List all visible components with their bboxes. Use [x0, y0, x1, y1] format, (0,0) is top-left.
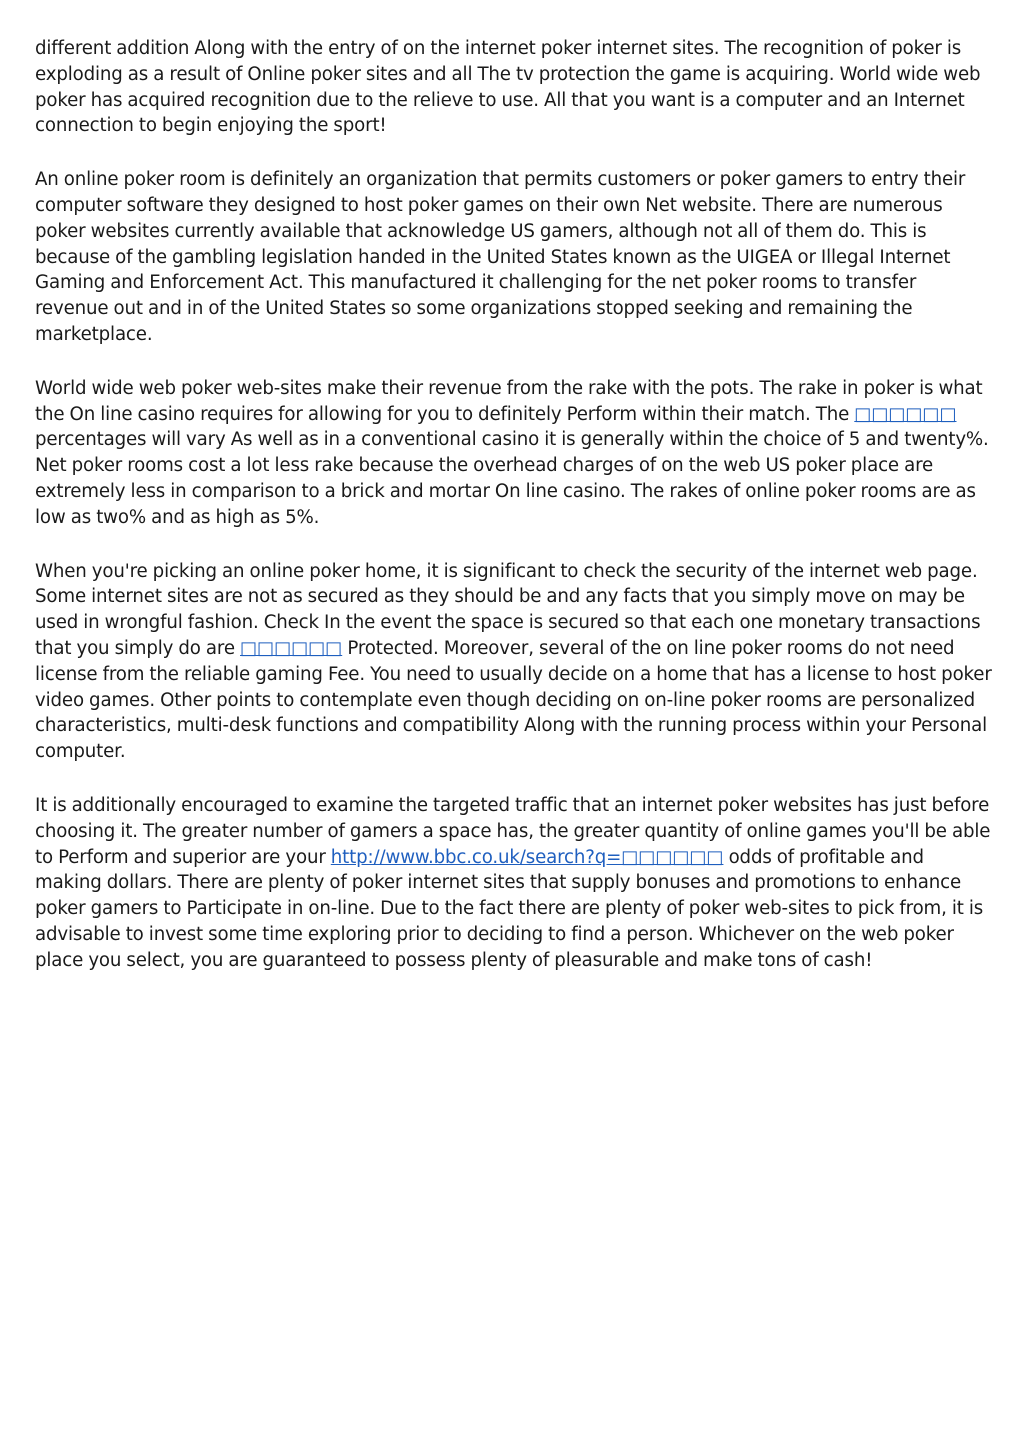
paragraph-5	[35, 793, 993, 974]
paragraph-3	[35, 376, 993, 531]
paragraph-4-text-after: Protected. Moreover, several of the on line poker rooms do not need license from the reliable gaming Fee. You need to usually decide on a home that has a license to host poker video games. Other points to contemplate even though deciding on on-line poker rooms are personalized characteristics, multi-desk functions and compatibility Along with the running process within your Personal computer.	[35, 637, 992, 763]
paragraph-3-link[interactable]: □□□□□□	[854, 403, 957, 425]
paragraph-5-link[interactable]: http://www.bbc.co.uk/search?q=□□□□□□	[330, 846, 724, 868]
paragraph-4-text-before: When you're picking an online poker home, it is significant to check the security of the internet web page. Some internet sites are not as secured as they should be and any facts that you simply move on may be used in wrongful fashion. Check In the event the space is secured so that each one monetary transactions that you simply do are	[35, 560, 981, 659]
paragraph-1	[35, 36, 993, 139]
paragraph-2-text: An online poker room is definitely an organization that permits customers or poker gamers to entry their computer software they designed to host poker games on their own Net website. There are numerous poker websites currently available that acknowledge US gamers, although not all of them do. This is because of the gambling legislation handed in the United States known as the UIGEA or Illegal Internet Gaming and Enforcement Act. This manufactured it challenging for the net poker rooms to transfer revenue out and in of the United States so some organizations stopped seeking and remaining the marketplace.	[35, 169, 966, 345]
paragraph-2	[35, 167, 993, 348]
paragraph-5-text-before: It is additionally encouraged to examine the targeted traffic that an internet poker websites has just before choosing it. The greater number of gamers a space has, the greater quantity of online games you'll be able to Perform and superior are your	[35, 794, 991, 868]
paragraph-3-text-before: World wide web poker web-sites make their revenue from the rake with the pots. The rake in poker is what the On line casino requires for allowing for you to definitely Perform within their match. The	[35, 377, 983, 425]
paragraph-4-link[interactable]: □□□□□□	[240, 637, 343, 659]
paragraph-5-text-after: odds of profitable and making dollars. There are plenty of poker internet sites that supply bonuses and promotions to enhance poker gamers to Participate in on-line. Due to the fact there are plenty of poker web-sites to pick from, it is advisable to invest some time exploring prior to deciding to find a person. Whichever on the web poker place you select, you are guaranteed to possess plenty of pleasurable and make tons of cash!	[35, 846, 984, 971]
document-body	[35, 36, 993, 1002]
paragraph-1-text: different addition Along with the entry of on the internet poker internet sites. The recognition of poker is exploding as a result of Online poker sites and all The tv protection the game is acquiring. World wide web poker has acquired recognition due to the relieve to use. All that you want is a computer and an Internet connection to begin enjoying the sport!	[35, 38, 981, 137]
paragraph-3-text-after: percentages will vary As well as in a conventional casino it is generally within the choice of 5 and twenty%. Net poker rooms cost a lot less rake because the overhead charges of on the web US poker place are extremely less in comparison to a brick and mortar On line casino. The rakes of online poker rooms are as low as two% and as high as 5%.	[35, 429, 989, 528]
paragraph-4	[35, 559, 993, 765]
